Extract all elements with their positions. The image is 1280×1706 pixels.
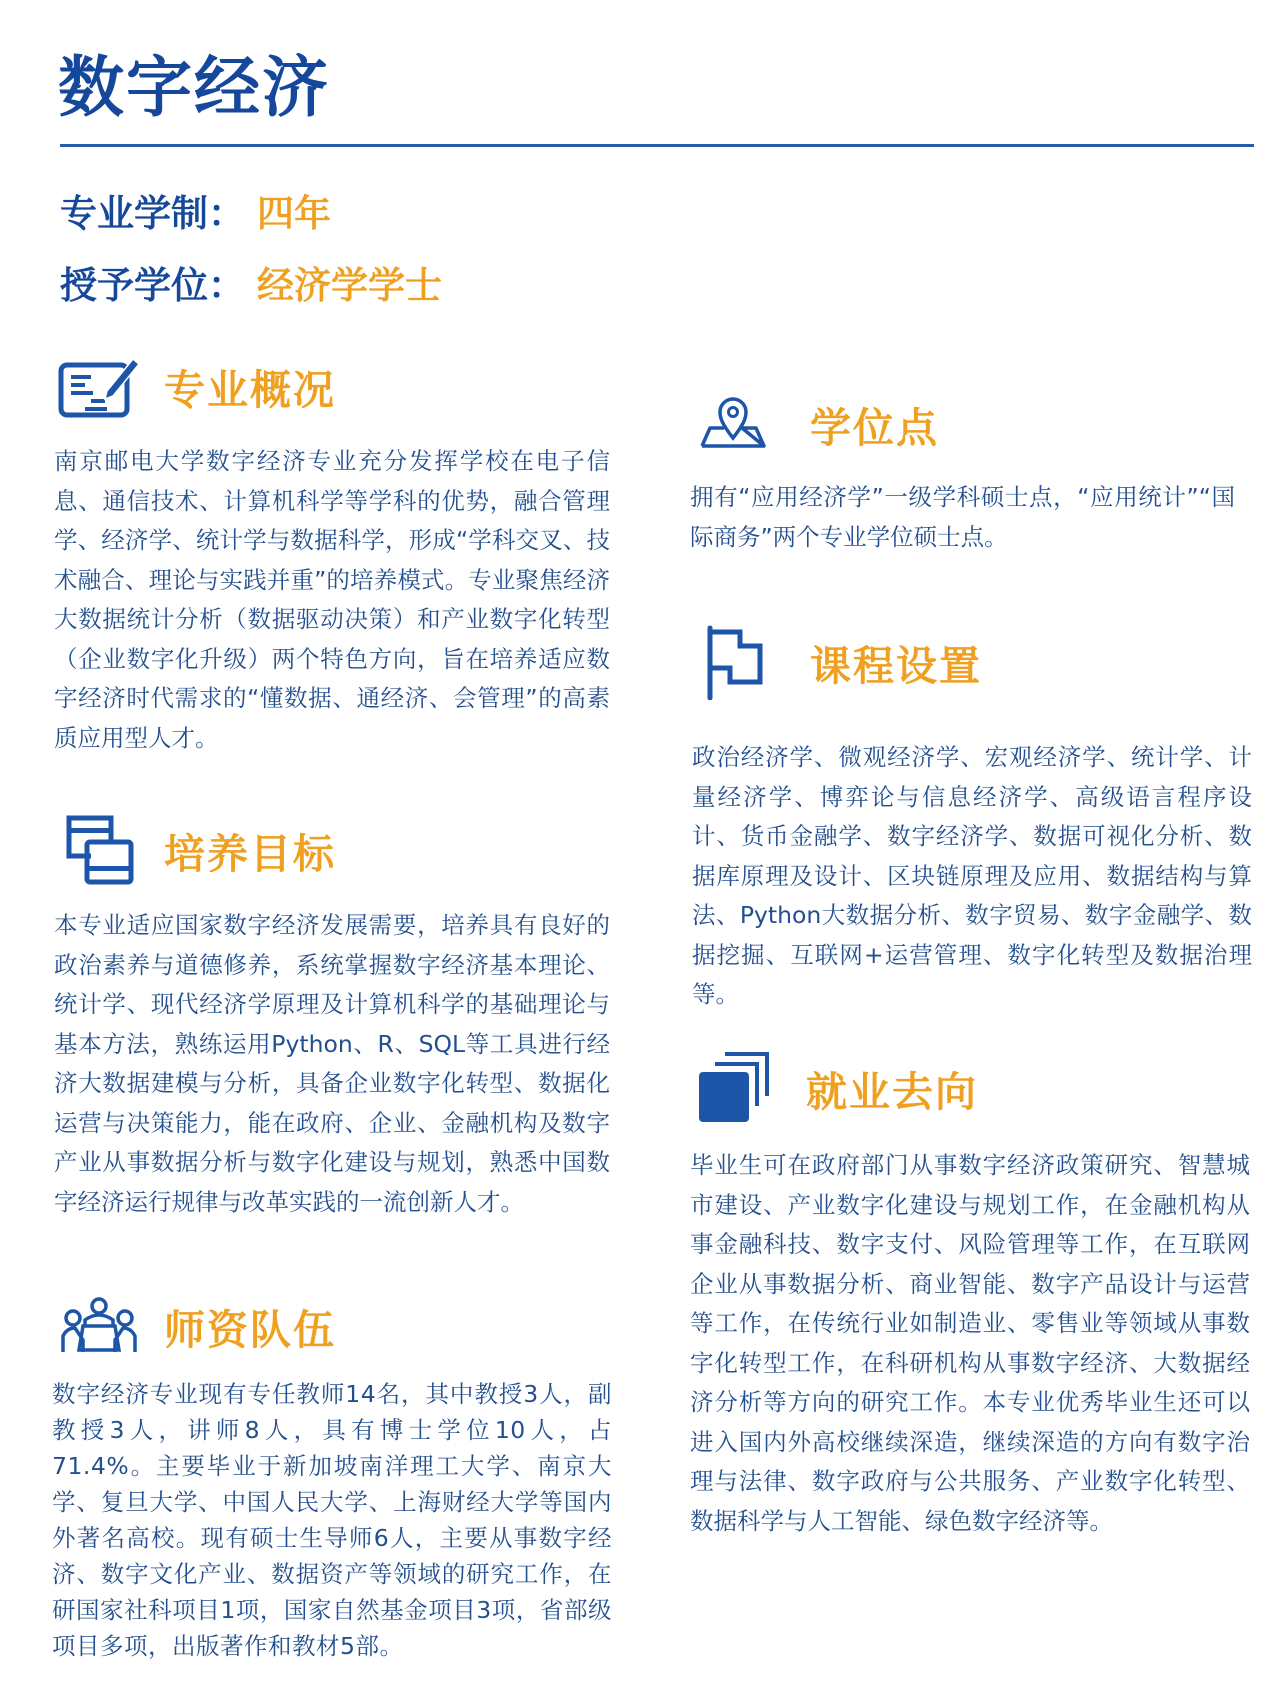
- section-text-courses: 政治经济学、微观经济学、宏观经济学、统计学、计量经济学、博弈论与信息经济学、高级语言程序设计、货币金融学、数字经济学、数据可视化分析、数据库原理及设计、区块链原理及应用、数据结构与算法、Python大数据分析、数字贸易、数字金融学、数据挖掘、互联网+运营管理、数字化转型及数据治理等。: [692, 743, 1252, 1008]
- section-text-goals: 本专业适应国家数字经济发展需要，培养具有良好的政治素养与道德修养，系统掌握数字经济基本理论、统计学、现代经济学原理及计算机科学的基础理论与基本方法，熟练运用Python、R、SQL等工具进行经济大数据建模与分析，具备企业数字化转型、数据化运营与决策能力，能在政府、企业、金融机构及数字产业从事数据分析与数字化建设与规划，熟悉中国数字经济运行规律与改革实践的一流创新人才。: [54, 911, 610, 1216]
- meeting-people-icon: [56, 1288, 142, 1364]
- section-text-overview: 南京邮电大学数字经济专业充分发挥学校在电子信息、通信技术、计算机科学等学科的优势，融合管理学、经济学、统计学与数据科学，形成“学科交叉、技术融合、理论与实践并重”的培养模式。专业聚焦经济大数据统计分析（数据驱动决策）和产业数字化转型（企业数字化升级）两个特色方向，旨在培养适应数字经济时代需求的“懂数据、通经济、会管理”的高素质应用型人才。: [54, 447, 610, 752]
- degree-label: 授予学位：: [60, 264, 245, 307]
- degree-value: 经济学学士: [257, 264, 442, 307]
- stacked-pages-icon: [690, 1050, 776, 1126]
- map-pin-icon: [690, 386, 776, 462]
- section-heading-courses: 课程设置: [810, 641, 982, 690]
- section-heading-faculty: 师资队伍: [164, 1305, 336, 1354]
- duration-value: 四年: [257, 192, 331, 235]
- linked-windows-icon: [56, 812, 142, 888]
- edit-document-icon: [56, 348, 142, 424]
- title-divider: [60, 144, 1254, 147]
- section-header-degree-points: [690, 386, 939, 462]
- section-heading-careers: 就业去向: [806, 1067, 978, 1116]
- section-header-goals: [56, 812, 336, 888]
- section-header-careers: [690, 1050, 978, 1126]
- section-heading-overview: 专业概况: [164, 365, 336, 414]
- page-title: 数字经济: [58, 49, 330, 126]
- degree-row: [60, 262, 442, 310]
- duration-row: [60, 190, 331, 238]
- duration-label: 专业学制：: [60, 192, 245, 235]
- section-heading-goals: 培养目标: [164, 829, 336, 878]
- section-text-faculty: 数字经济专业现有专任教师14名，其中教授3人，副教授3人，讲师8人，具有博士学位10人，占71.4%。主要毕业于新加坡南洋理工大学、南京大学、复旦大学、中国人民大学、上海财经大学等国内外著名高校。现有硕士生导师6人，主要从事数字经济、数字文化产业、数据资产等领域的研究工作，在研国家社科项目1项，国家自然基金项目3项，省部级项目多项，出版著作和教材5部。: [52, 1380, 612, 1660]
- section-heading-degree-points: 学位点: [810, 403, 939, 452]
- section-text-careers: 毕业生可在政府部门从事数字经济政策研究、智慧城市建设、产业数字化建设与规划工作，在金融机构从事金融科技、数字支付、风险管理等工作，在互联网企业从事数据分析、商业智能、数字产品设计与运营等工作，在传统行业如制造业、零售业等领域从事数字化转型工作，在科研机构从事数字经济、大数据经济分析等方向的研究工作。本专业优秀毕业生还可以进入国内外高校继续深造，继续深造的方向有数字治理与法律、数字政府与公共服务、产业数字化转型、数据科学与人工智能、绿色数字经济等。: [690, 1151, 1250, 1535]
- section-header-courses: [692, 624, 982, 700]
- section-header-overview: [56, 348, 336, 424]
- flag-icon: [692, 624, 778, 700]
- section-header-faculty: [56, 1288, 336, 1364]
- section-text-degree-points: 拥有“应用经济学”一级学科硕士点，“应用统计”“国际商务”两个专业学位硕士点。: [690, 483, 1235, 551]
